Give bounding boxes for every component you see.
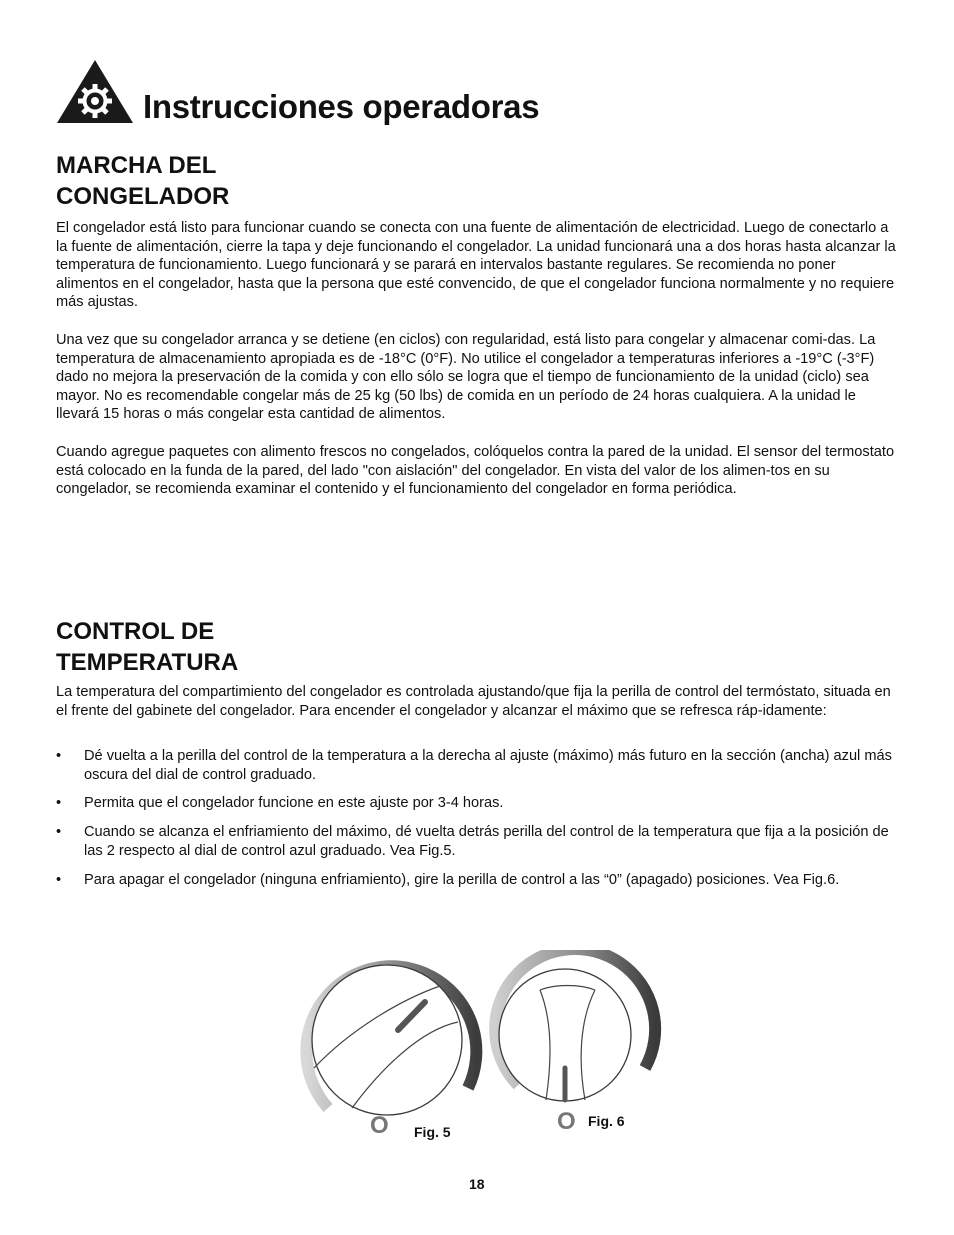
heading-line: MARCHA DEL	[56, 152, 217, 179]
dial-fig5	[306, 965, 476, 1115]
heading-line: CONTROL DE	[56, 618, 215, 645]
paragraph: El congelador está listo para funcionar cuando se conecta con una fuente de alimentación de electricidad. Luego de conectarlo a la fuente de alimentación, cierre la tapa y deje funcionando el congelador. La unidad funcionará una a dos horas hasta alcanzar la temperatura de funcionamiento. Luego funcionará y se parará en intervalos bastante regulares. Se recomienda no poner alimentos en el congelador, hasta que la persona que esté convencido, de que el congelador funciona normalmente y no requiere más ajustas.	[56, 220, 896, 310]
bullet-text: Permita que el congelador funcione en este ajuste por 3-4 horas.	[84, 795, 504, 811]
bullet-marker: •	[56, 795, 62, 811]
bullet-marker: •	[56, 748, 62, 764]
bullet-text: Dé vuelta a la perilla del control de la temperatura a la derecha al ajuste (máximo) más futuro en la sección (ancha) azul más oscura del dial de control graduado.	[84, 748, 892, 783]
paragraph: Cuando agregue paquetes con alimento frescos no congelados, colóquelos contra la pared de la unidad. El sensor del termostato está colocado en la funda de la pared, del lado "con aislación" del congelador. En vista del valor de los alimen-tos en su congelador, se recomienda examinar el contenido y el funcionamiento del congelador en forma periódica.	[56, 444, 895, 497]
paragraph: Una vez que su congelador arranca y se detiene (en ciclos) con regularidad, está listo para congelar y almacenar comi-das. La temperatura de almacenamiento apropiada es de -18°C (0°F). No utilice el congelador a temperaturas inferiores a -19°C (-3°F) dado no mejora la preservación de la comida y con ello sólo se logra que el tiempo de funcionamiento de la unidad (ciclo) sea mayor. No es recomendable congelar más de 25 kg (50 lbs) de comida en un período de 24 horas cualquiera. A la unidad le llevará 15 horas o más congelar esta cantidad de alimentos.	[56, 332, 876, 422]
paragraph: La temperatura del compartimiento del congelador es controlada ajustando/que fija la perilla de control del termóstato, situada en el frente del gabinete del congelador. Para encender el congelador y alcanzar el máximo que se refresca ráp-idamente:	[56, 684, 891, 719]
figure-caption: Fig. 6	[588, 1113, 625, 1129]
bullet-text: Cuando se alcanza el enfriamiento del máximo, dé vuelta detrás perilla del control de la temperatura que fija a la posición de las 2 respecto al dial de control azul graduado. Vea Fig.5.	[84, 824, 889, 859]
gear-warning-icon	[56, 58, 134, 124]
zero-mark: O	[370, 1112, 389, 1139]
page-number: 18	[469, 1176, 485, 1192]
bullet-marker: •	[56, 872, 62, 888]
section-heading-marcha	[56, 150, 229, 212]
figure-caption: Fig. 5	[414, 1124, 451, 1140]
dial-fig6	[495, 950, 655, 1101]
page-title: Instrucciones operadoras	[143, 88, 540, 125]
bullet-text: Para apagar el congelador (ninguna enfriamiento), gire la perilla de control a las “0” (apagado) posiciones. Vea Fig.6.	[84, 872, 840, 888]
heading-line: TEMPERATURA	[56, 649, 239, 676]
heading-line: CONGELADOR	[56, 183, 230, 210]
bullet-marker: •	[56, 824, 62, 840]
section-heading-control	[56, 616, 238, 678]
zero-mark: O	[557, 1108, 576, 1135]
